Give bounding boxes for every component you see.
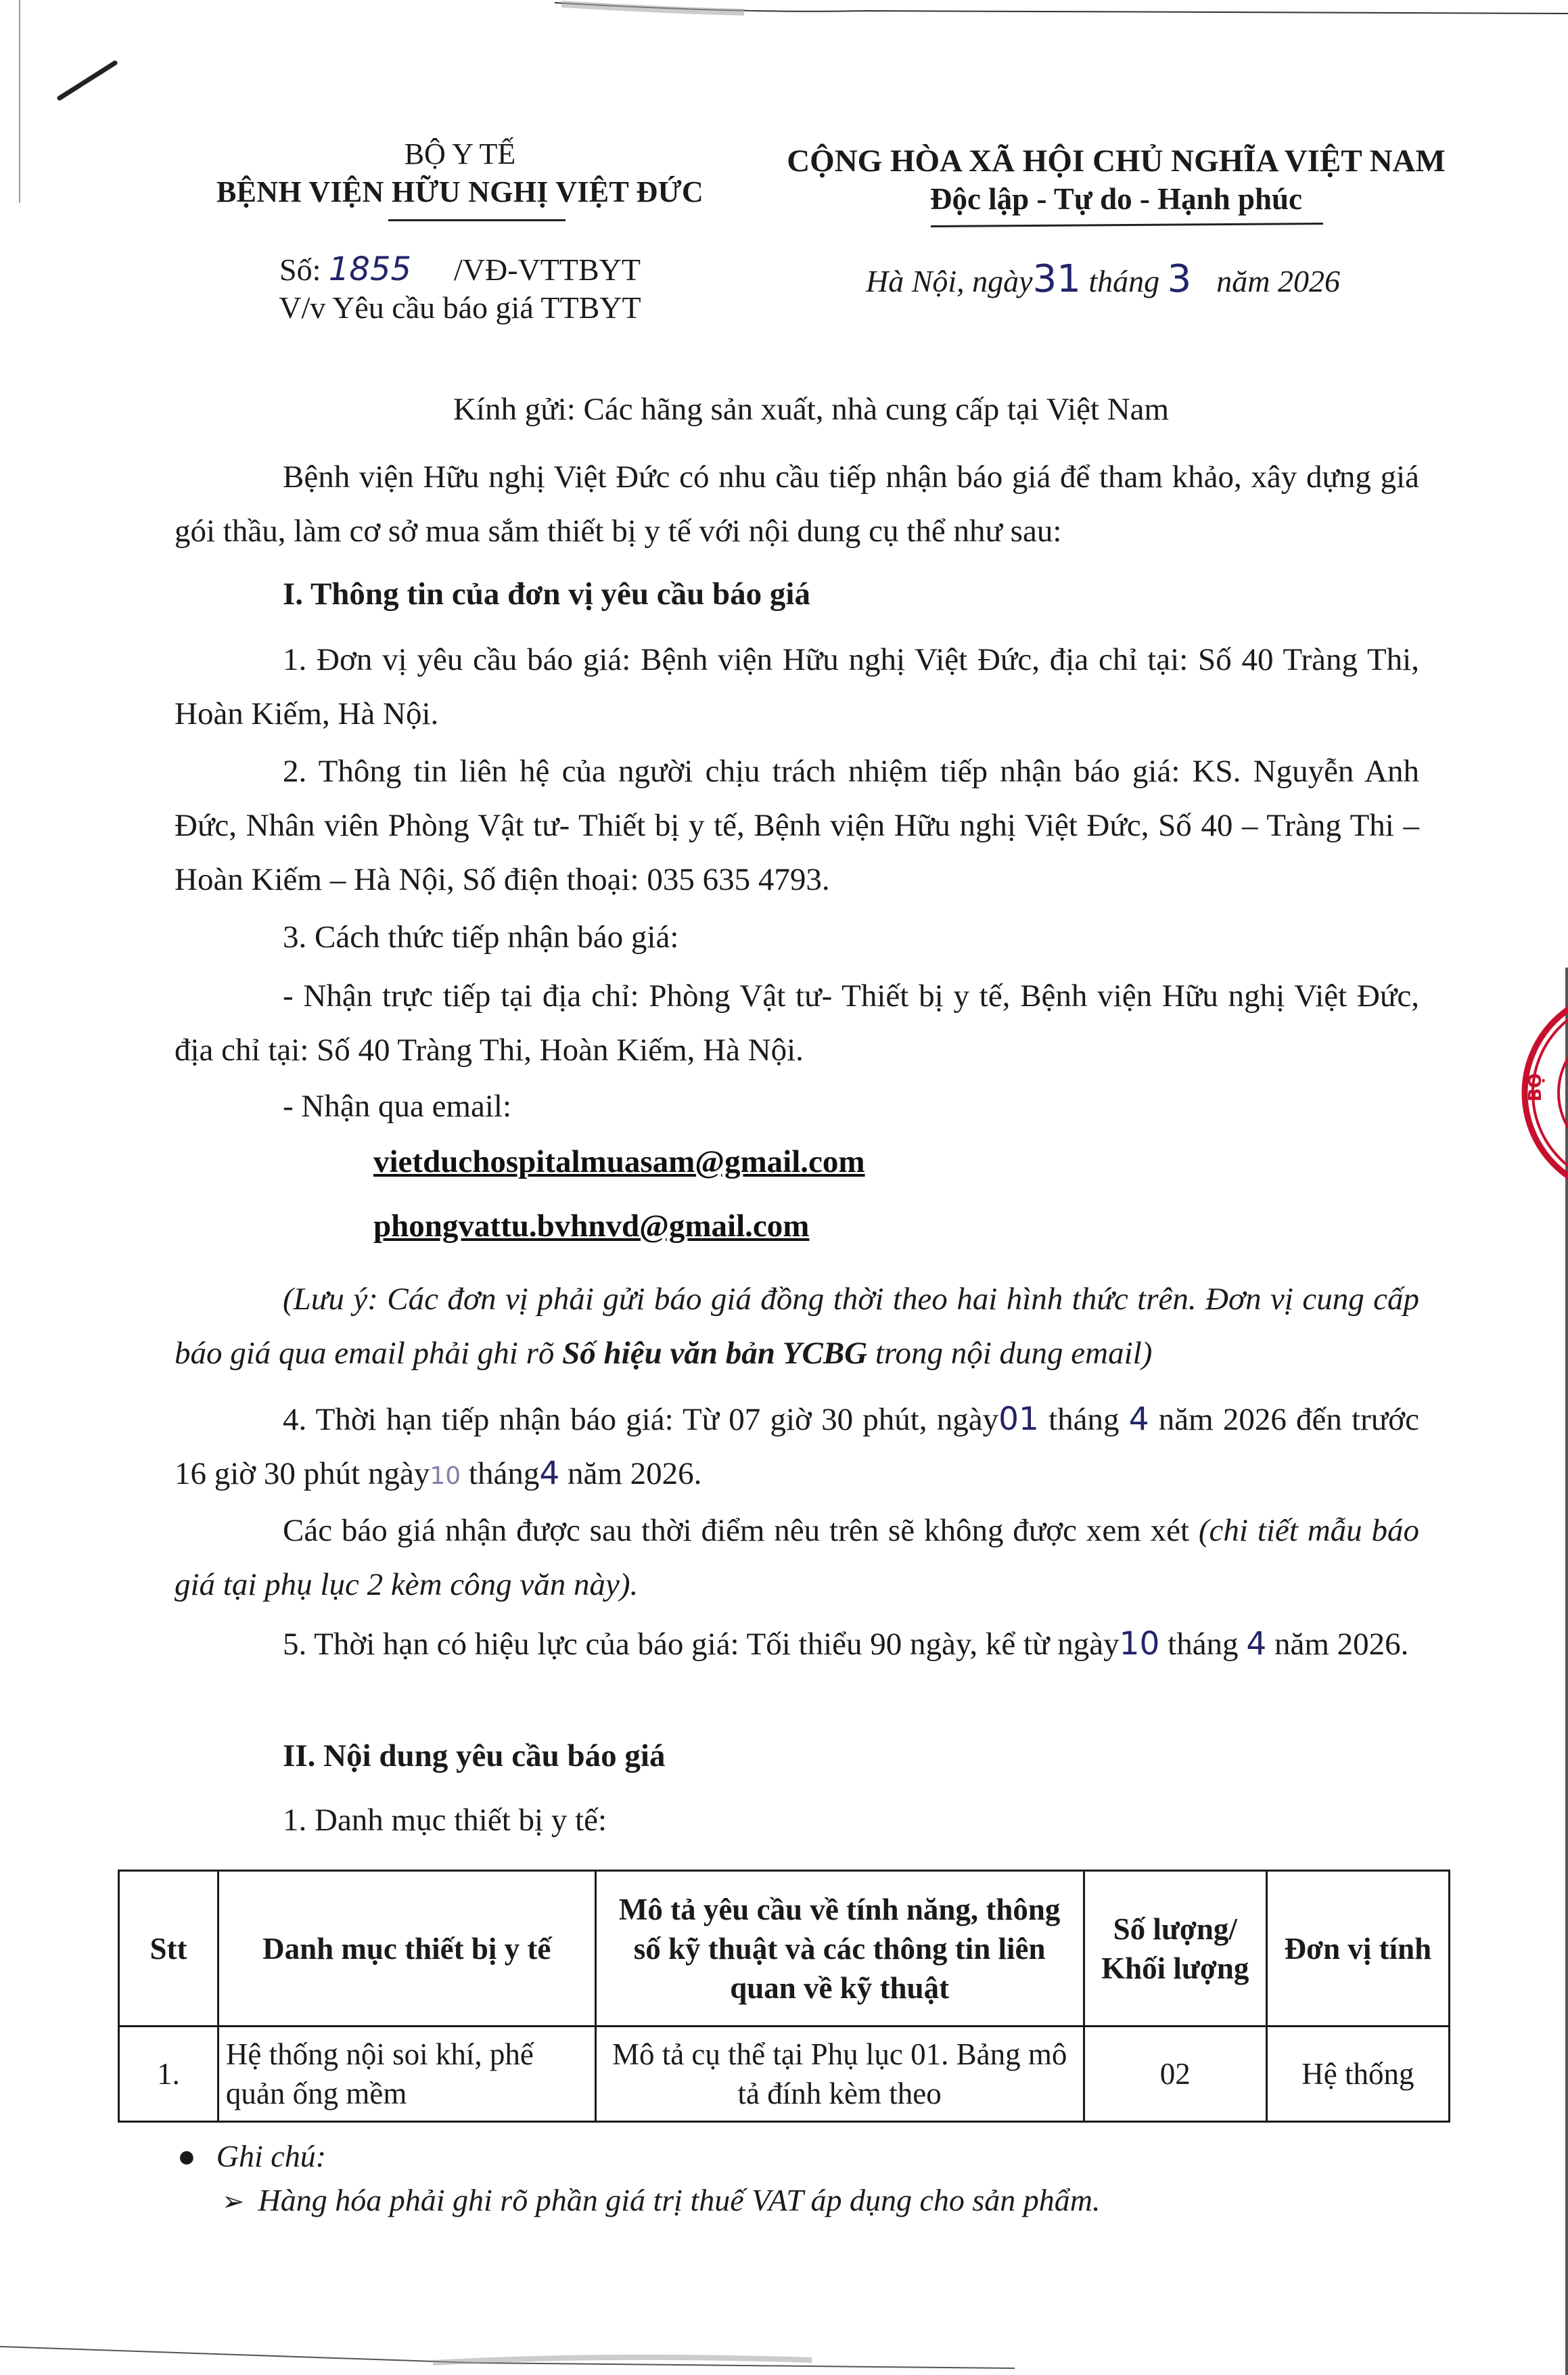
section-2-title-text: II. Nội dung yêu cầu báo giá [283, 1738, 666, 1773]
document-subject: V/v Yêu cầu báo giá TTBYT [279, 290, 641, 325]
motto-underline [931, 223, 1323, 227]
handwritten-day-start: 01 [998, 1401, 1039, 1438]
handwritten-validity-day: 10 [1119, 1625, 1160, 1662]
note-text-bold: Số hiệu văn bản YCBG [562, 1336, 868, 1371]
section-1-item-5 [175, 1617, 1419, 1671]
col-header-quantity: Số lượng/ Khối lượng [1084, 1871, 1266, 2027]
cell-stt: 1. [119, 2027, 218, 2122]
ref-prefix: Số: [279, 252, 321, 287]
country-name: CỘNG HÒA XÃ HỘI CHỦ NGHĨA VIỆT NAM [787, 143, 1446, 179]
official-stamp-icon [1518, 981, 1568, 1204]
scan-edge-bottom [0, 2328, 1568, 2374]
item-3-text: 3. Cách thức tiếp nhận báo giá: [283, 920, 679, 955]
scan-edge-top [0, 0, 1568, 41]
section-1-title [175, 567, 1419, 621]
section-1-item-2 [175, 744, 1419, 907]
late-notice-text: Các báo giá nhận được sau thời điểm nêu trên sẽ không được xem xét [283, 1513, 1199, 1548]
late-notice-italic: (chi tiết mẫu báo giá tại phụ lục 2 kèm công văn này). [175, 1513, 1419, 1602]
hospital-name: BỆNH VIỆN HỮU NGHỊ VIỆT ĐỨC [216, 175, 704, 208]
date-place: Hà Nội, ngày [866, 264, 1033, 298]
cell-item: Hệ thống nội soi khí, phế quản ống mềm [218, 2027, 595, 2122]
cell-quantity: 02 [1084, 2027, 1266, 2122]
reference-number [162, 250, 758, 289]
item-5-text-c: năm 2026. [1266, 1627, 1409, 1662]
national-header [771, 142, 1461, 218]
submission-note [175, 1272, 1419, 1380]
date-month-handwritten: 3 [1167, 257, 1192, 301]
note-item [222, 2182, 1101, 2218]
note-text-2: trong nội dung email) [867, 1336, 1153, 1371]
notes-title [177, 2138, 326, 2174]
item-4-text-b: tháng [1038, 1402, 1129, 1437]
item-5-text-b: tháng [1159, 1627, 1247, 1662]
arrowhead-bullet-icon: ➢ [222, 2186, 245, 2217]
delivery-direct [175, 969, 1419, 1077]
table-header-row [119, 1871, 1450, 2027]
delivery-email-label [175, 1079, 1419, 1133]
cell-unit: Hệ thống [1266, 2027, 1449, 2122]
section-1-item-1 [175, 633, 1419, 741]
col-header-unit: Đơn vị tính [1266, 1871, 1449, 2027]
recipient-line: Kính gửi: Các hãng sản xuất, nhà cung cấp tại Việt Nam [453, 392, 1170, 427]
date-year: năm 2026 [1216, 264, 1341, 298]
national-motto: Độc lập - Tự do - Hạnh phúc [929, 182, 1303, 216]
col-header-item: Danh mục thiết bị y tế [218, 1871, 595, 2027]
document-date [866, 257, 1340, 301]
item-4-text-e: năm 2026. [559, 1456, 702, 1491]
stamp-text: BỘ [1525, 1073, 1546, 1102]
date-month-label: tháng [1088, 264, 1160, 298]
cell-description: Mô tả cụ thể tại Phụ lục 01. Bảng mô tả đính kèm theo [595, 2027, 1084, 2122]
note-item-text: Hàng hóa phải ghi rõ phần giá trị thuế VAT áp dụng cho sản phẩm. [258, 2183, 1101, 2217]
email-link-2[interactable]: phongvattu.bvhnvd@gmail.com [373, 1208, 810, 1244]
col-header-description: Mô tả yêu cầu về tính năng, thông số kỹ thuật và các thông tin liên quan về kỹ thuật [595, 1871, 1084, 2027]
bullet-icon: ● [177, 2139, 196, 2173]
ref-suffix: /VĐ-VTTBYT [454, 252, 641, 287]
intro-text: Bệnh viện Hữu nghị Việt Đức có nhu cầu tiếp nhận báo giá để tham khảo, xây dựng giá gói thầu, làm cơ sở mua sắm thiết bị y tế với nội dung cụ thể như sau: [175, 459, 1419, 549]
ref-number-handwritten: 1855 [328, 250, 412, 288]
document-reference [162, 250, 758, 327]
section-1-item-3 [175, 910, 1419, 964]
header-underline [388, 219, 566, 221]
item-1-text: 1. Đơn vị yêu cầu báo giá: Bệnh viện Hữu nghị Việt Đức, địa chỉ tại: Số 40 Tràng Thi, Hoàn Kiếm, Hà Nội. [175, 642, 1419, 731]
email-link-1[interactable]: vietduchospitalmuasam@gmail.com [373, 1144, 865, 1179]
section-1-title-text: I. Thông tin của đơn vị yêu cầu báo giá [283, 576, 810, 612]
intro-paragraph [175, 450, 1419, 558]
email-label-text: - Nhận qua email: [283, 1089, 512, 1124]
ministry-name: BỘ Y TẾ [404, 137, 516, 171]
item-4-text-c: năm 2026 đến trước 16 giờ 30 phút ngày [175, 1402, 1419, 1491]
handwritten-month-end: 4 [539, 1455, 560, 1492]
item-4-text-d: tháng [461, 1456, 540, 1491]
handwritten-day-end: 10 [430, 1462, 461, 1490]
late-submission-notice [175, 1503, 1419, 1612]
item-2-text: 2. Thông tin liên hệ của người chịu trách nhiệm tiếp nhận báo giá: KS. Nguyễn Anh Đức, Nhân viên Phòng Vật tư- Thiết bị y tế, Bệnh viện Hữu nghị Việt Đức, Số 40 – Tràng Thi – Hoàn Kiếm – Hà Nội, Số điện thoại: 035 635 4793. [175, 754, 1419, 897]
item-5-text-a: 5. Thời hạn có hiệu lực của báo giá: Tối thiểu 90 ngày, kể từ ngày [283, 1627, 1120, 1662]
notes-title-text: Ghi chú: [216, 2139, 327, 2173]
handwritten-validity-month: 4 [1246, 1625, 1267, 1662]
pen-mark-icon [54, 58, 122, 105]
equipment-table [118, 1870, 1450, 2123]
section-1-item-4 [175, 1393, 1419, 1503]
section-2-subtitle-text: 1. Danh mục thiết bị y tế: [283, 1803, 607, 1838]
date-day-handwritten: 31 [1032, 257, 1081, 301]
section-2-subtitle [175, 1793, 1419, 1847]
issuing-authority [162, 135, 758, 211]
handwritten-month-start: 4 [1128, 1401, 1149, 1438]
table-row [119, 2027, 1450, 2122]
col-header-stt: Stt [119, 1871, 218, 2027]
section-2-title [175, 1729, 1419, 1783]
delivery-direct-text: - Nhận trực tiếp tại địa chỉ: Phòng Vật tư- Thiết bị y tế, Bệnh viện Hữu nghị Việt Đức, địa chỉ tại: Số 40 Tràng Thi, Hoàn Kiếm, Hà Nội. [175, 978, 1419, 1068]
note-text-1: (Lưu ý: Các đơn vị phải gửi báo giá đồng thời theo hai hình thức trên. Đơn vị cung cấp báo giá qua email phải ghi rõ [175, 1282, 1419, 1371]
item-4-text-a: 4. Thời hạn tiếp nhận báo giá: Từ 07 giờ 30 phút, ngày [283, 1402, 999, 1437]
